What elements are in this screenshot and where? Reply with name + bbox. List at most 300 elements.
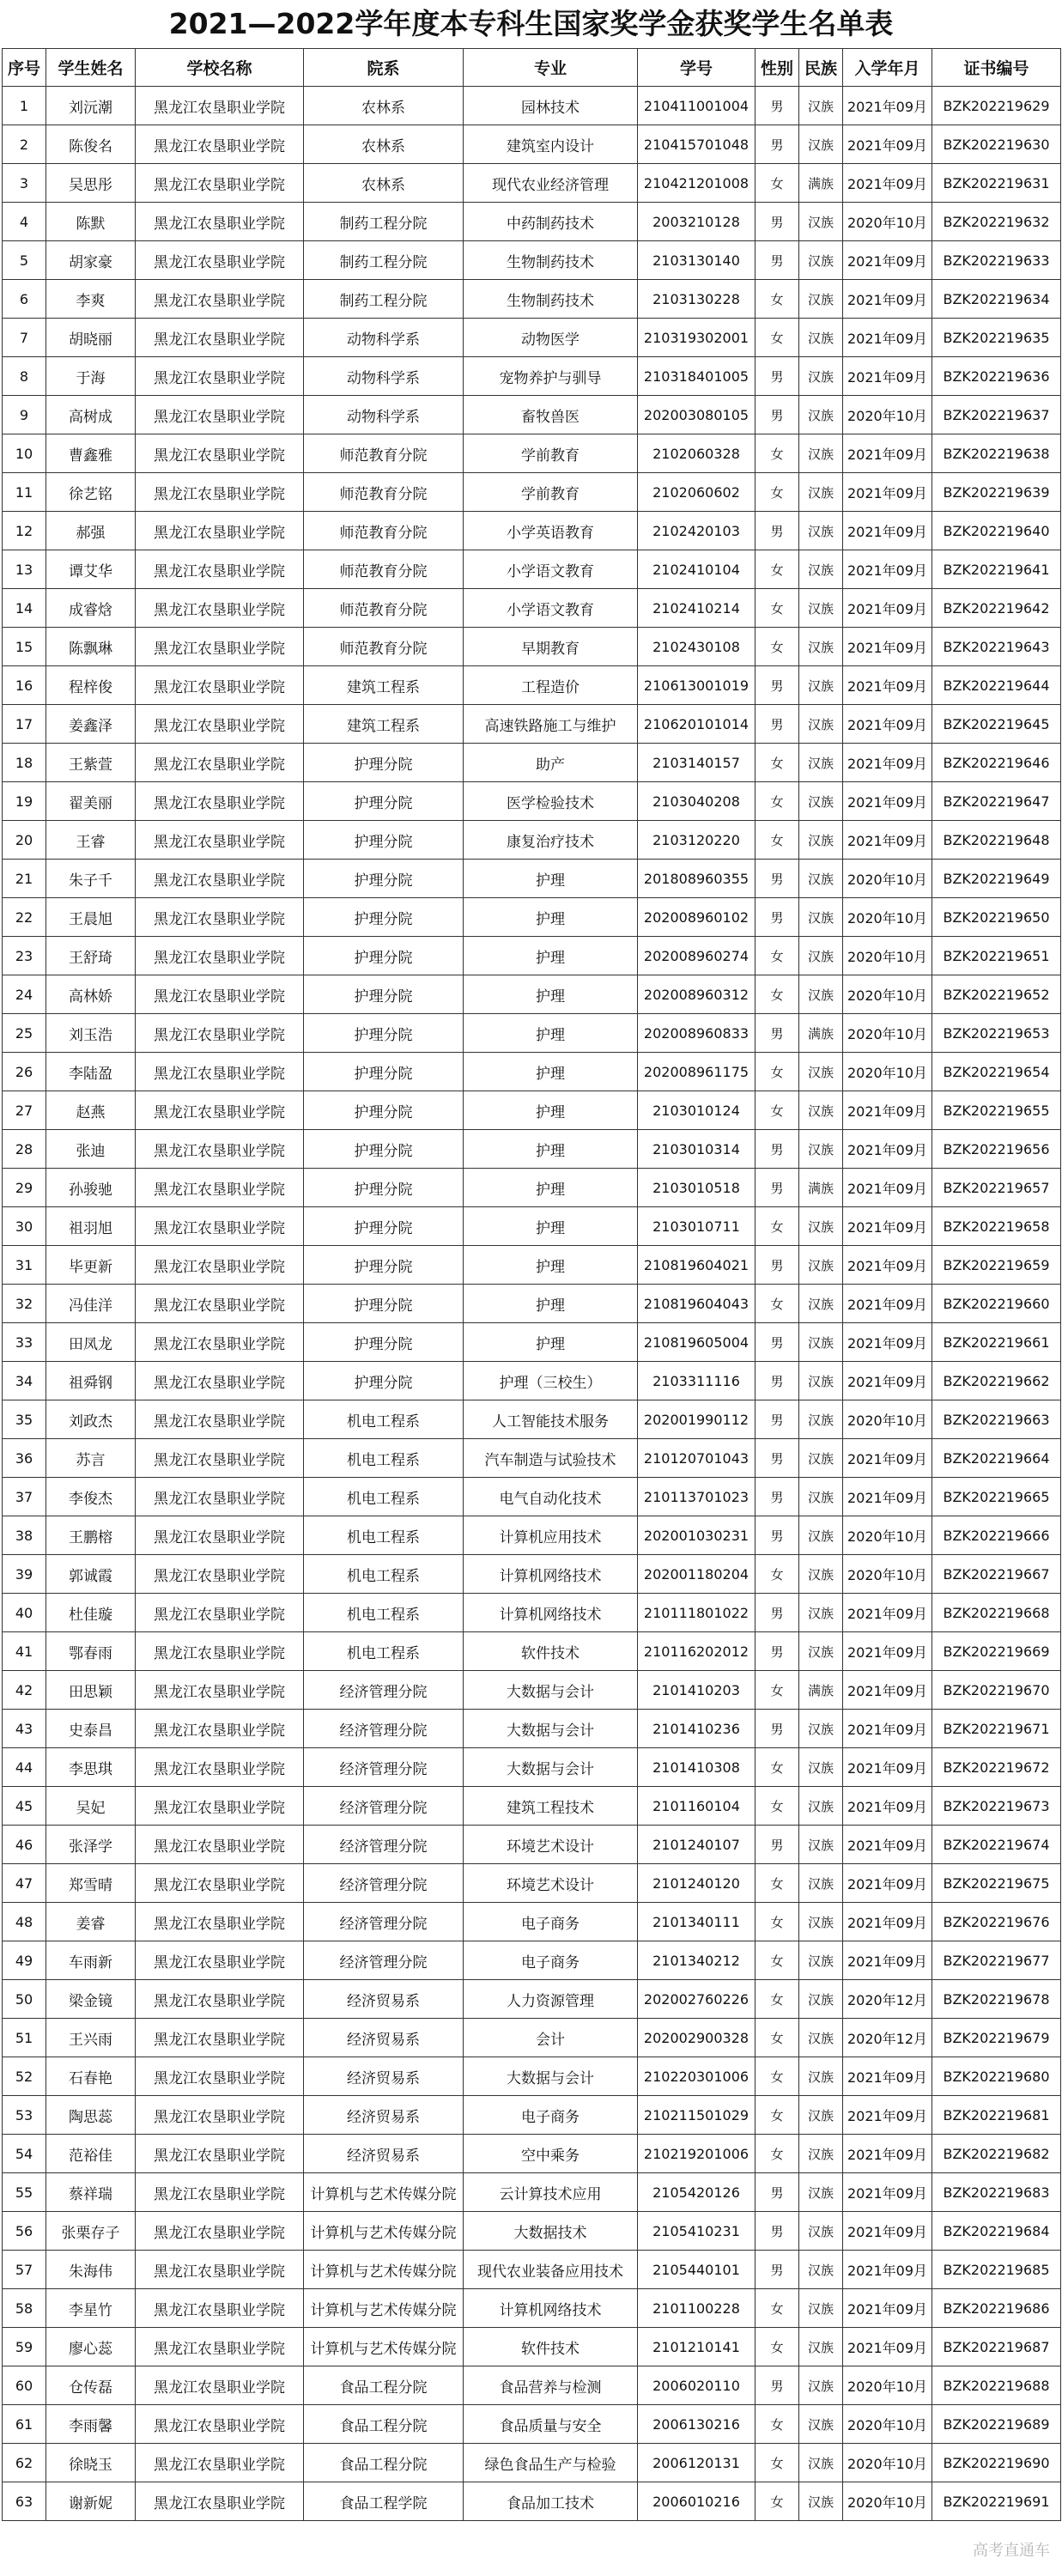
major-cell: 计算机网络技术 [464, 1594, 638, 1632]
table-row [3, 666, 1061, 705]
enrollment-date-cell: 2021年09月 [843, 705, 932, 744]
department-cell: 机电工程系 [304, 1516, 464, 1555]
ethnicity-cell: 汉族 [799, 203, 843, 241]
major-cell: 大数据技术 [464, 2212, 638, 2251]
serial-cell: 58 [3, 2289, 46, 2328]
enrollment-date-cell: 2021年09月 [843, 2289, 932, 2328]
school-name-cell: 黑龙江农垦职业学院 [136, 434, 304, 473]
student-id-cell: 210319302001 [638, 319, 756, 357]
column-header: 入学年月 [843, 49, 932, 87]
department-cell: 农林系 [304, 164, 464, 203]
gender-cell: 女 [756, 1941, 799, 1980]
school-name-cell: 黑龙江农垦职业学院 [136, 2366, 304, 2405]
enrollment-date-cell: 2021年09月 [843, 2173, 932, 2212]
ethnicity-cell: 汉族 [799, 2212, 843, 2251]
table-row [3, 357, 1061, 396]
student-name-cell: 祖羽旭 [46, 1207, 136, 1246]
department-cell: 经济管理分院 [304, 1671, 464, 1710]
student-id-cell: 2103010314 [638, 1130, 756, 1169]
department-cell: 经济贸易系 [304, 2019, 464, 2057]
enrollment-date-cell: 2020年10月 [843, 2482, 932, 2521]
certificate-number-cell: BZK202219637 [932, 396, 1061, 434]
student-id-cell: 202008960274 [638, 937, 756, 975]
serial-cell: 29 [3, 1169, 46, 1207]
serial-cell: 4 [3, 203, 46, 241]
student-id-cell: 202003080105 [638, 396, 756, 434]
student-name-cell: 陈飘琳 [46, 628, 136, 666]
table-row [3, 1671, 1061, 1710]
ethnicity-cell: 汉族 [799, 1980, 843, 2019]
certificate-number-cell: BZK202219663 [932, 1400, 1061, 1439]
student-name-cell: 毕更新 [46, 1246, 136, 1285]
student-name-cell: 程梓俊 [46, 666, 136, 705]
serial-cell: 47 [3, 1864, 46, 1903]
student-name-cell: 田凤龙 [46, 1323, 136, 1362]
table-row [3, 2251, 1061, 2289]
serial-cell: 35 [3, 1400, 46, 1439]
student-name-cell: 张栗存子 [46, 2212, 136, 2251]
table-row [3, 1130, 1061, 1169]
serial-cell: 54 [3, 2135, 46, 2173]
certificate-number-cell: BZK202219664 [932, 1439, 1061, 1478]
gender-cell: 男 [756, 1710, 799, 1748]
ethnicity-cell: 汉族 [799, 821, 843, 860]
gender-cell: 女 [756, 1053, 799, 1091]
enrollment-date-cell: 2021年09月 [843, 1748, 932, 1787]
serial-cell: 63 [3, 2482, 46, 2521]
serial-cell: 48 [3, 1903, 46, 1941]
enrollment-date-cell: 2020年10月 [843, 203, 932, 241]
gender-cell: 男 [756, 2173, 799, 2212]
ethnicity-cell: 汉族 [799, 2135, 843, 2173]
ethnicity-cell: 汉族 [799, 860, 843, 898]
school-name-cell: 黑龙江农垦职业学院 [136, 1478, 304, 1516]
department-cell: 经济管理分院 [304, 1748, 464, 1787]
column-header: 民族 [799, 49, 843, 87]
ethnicity-cell: 汉族 [799, 512, 843, 550]
major-cell: 计算机网络技术 [464, 1555, 638, 1594]
ethnicity-cell: 满族 [799, 1014, 843, 1053]
enrollment-date-cell: 2021年09月 [843, 125, 932, 164]
department-cell: 经济管理分院 [304, 1941, 464, 1980]
gender-cell: 男 [756, 1130, 799, 1169]
table-row [3, 1400, 1061, 1439]
department-cell: 食品工程分院 [304, 2366, 464, 2405]
department-cell: 师范教育分院 [304, 434, 464, 473]
gender-cell: 女 [756, 2444, 799, 2482]
student-name-cell: 苏言 [46, 1439, 136, 1478]
major-cell: 食品营养与检测 [464, 2366, 638, 2405]
school-name-cell: 黑龙江农垦职业学院 [136, 280, 304, 319]
major-cell: 电子商务 [464, 1903, 638, 1941]
gender-cell: 男 [756, 1014, 799, 1053]
major-cell: 护理（三校生） [464, 1362, 638, 1400]
enrollment-date-cell: 2021年09月 [843, 319, 932, 357]
column-header: 院系 [304, 49, 464, 87]
school-name-cell: 黑龙江农垦职业学院 [136, 1632, 304, 1671]
serial-cell: 2 [3, 125, 46, 164]
enrollment-date-cell: 2020年10月 [843, 860, 932, 898]
gender-cell: 男 [756, 1826, 799, 1864]
enrollment-date-cell: 2021年09月 [843, 1246, 932, 1285]
enrollment-date-cell: 2021年09月 [843, 434, 932, 473]
certificate-number-cell: BZK202219636 [932, 357, 1061, 396]
school-name-cell: 黑龙江农垦职业学院 [136, 1516, 304, 1555]
table-row [3, 1053, 1061, 1091]
ethnicity-cell: 汉族 [799, 1323, 843, 1362]
major-cell: 电气自动化技术 [464, 1478, 638, 1516]
ethnicity-cell: 满族 [799, 1671, 843, 1710]
school-name-cell: 黑龙江农垦职业学院 [136, 1903, 304, 1941]
table-row [3, 2289, 1061, 2328]
student-id-cell: 202008960312 [638, 975, 756, 1014]
gender-cell: 男 [756, 1516, 799, 1555]
serial-cell: 45 [3, 1787, 46, 1826]
table-row [3, 1285, 1061, 1323]
enrollment-date-cell: 2021年09月 [843, 1169, 932, 1207]
gender-cell: 女 [756, 2405, 799, 2444]
serial-cell: 11 [3, 473, 46, 512]
gender-cell: 男 [756, 1323, 799, 1362]
major-cell: 建筑工程技术 [464, 1787, 638, 1826]
student-id-cell: 2101340212 [638, 1941, 756, 1980]
major-cell: 护理 [464, 1053, 638, 1091]
student-name-cell: 吴妃 [46, 1787, 136, 1826]
school-name-cell: 黑龙江农垦职业学院 [136, 1941, 304, 1980]
table-row [3, 2096, 1061, 2135]
serial-cell: 55 [3, 2173, 46, 2212]
certificate-number-cell: BZK202219675 [932, 1864, 1061, 1903]
gender-cell: 男 [756, 1439, 799, 1478]
enrollment-date-cell: 2021年09月 [843, 1323, 932, 1362]
department-cell: 机电工程系 [304, 1400, 464, 1439]
ethnicity-cell: 满族 [799, 1169, 843, 1207]
student-id-cell: 2105420126 [638, 2173, 756, 2212]
department-cell: 制药工程分院 [304, 203, 464, 241]
ethnicity-cell: 汉族 [799, 1246, 843, 1285]
school-name-cell: 黑龙江农垦职业学院 [136, 744, 304, 782]
student-id-cell: 2006130216 [638, 2405, 756, 2444]
gender-cell: 女 [756, 1787, 799, 1826]
gender-cell: 女 [756, 164, 799, 203]
student-name-cell: 范裕佳 [46, 2135, 136, 2173]
school-name-cell: 黑龙江农垦职业学院 [136, 2057, 304, 2096]
serial-cell: 57 [3, 2251, 46, 2289]
department-cell: 护理分院 [304, 1323, 464, 1362]
student-id-cell: 2103140157 [638, 744, 756, 782]
ethnicity-cell: 汉族 [799, 2057, 843, 2096]
student-id-cell: 2105410231 [638, 2212, 756, 2251]
school-name-cell: 黑龙江农垦职业学院 [136, 2405, 304, 2444]
student-name-cell: 李陆盈 [46, 1053, 136, 1091]
department-cell: 经济管理分院 [304, 1903, 464, 1941]
column-header: 序号 [3, 49, 46, 87]
table-row [3, 1323, 1061, 1362]
enrollment-date-cell: 2021年09月 [843, 1632, 932, 1671]
school-name-cell: 黑龙江农垦职业学院 [136, 898, 304, 937]
major-cell: 现代农业经济管理 [464, 164, 638, 203]
school-name-cell: 黑龙江农垦职业学院 [136, 1323, 304, 1362]
student-name-cell: 王晨旭 [46, 898, 136, 937]
table-row [3, 1748, 1061, 1787]
column-header: 学校名称 [136, 49, 304, 87]
major-cell: 护理 [464, 1285, 638, 1323]
department-cell: 护理分院 [304, 860, 464, 898]
certificate-number-cell: BZK202219629 [932, 87, 1061, 125]
department-cell: 护理分院 [304, 1053, 464, 1091]
table-row [3, 821, 1061, 860]
student-id-cell: 2103010518 [638, 1169, 756, 1207]
student-id-cell: 210411001004 [638, 87, 756, 125]
school-name-cell: 黑龙江农垦职业学院 [136, 1710, 304, 1748]
major-cell: 中药制药技术 [464, 203, 638, 241]
major-cell: 环境艺术设计 [464, 1826, 638, 1864]
ethnicity-cell: 汉族 [799, 705, 843, 744]
major-cell: 护理 [464, 937, 638, 975]
serial-cell: 49 [3, 1941, 46, 1980]
gender-cell: 男 [756, 1632, 799, 1671]
gender-cell: 女 [756, 1091, 799, 1130]
school-name-cell: 黑龙江农垦职业学院 [136, 1014, 304, 1053]
ethnicity-cell: 汉族 [799, 241, 843, 280]
department-cell: 经济管理分院 [304, 1710, 464, 1748]
student-name-cell: 王紫萱 [46, 744, 136, 782]
ethnicity-cell: 汉族 [799, 975, 843, 1014]
table-row [3, 898, 1061, 937]
department-cell: 计算机与艺术传媒分院 [304, 2173, 464, 2212]
major-cell: 康复治疗技术 [464, 821, 638, 860]
enrollment-date-cell: 2021年09月 [843, 1130, 932, 1169]
student-name-cell: 王兴雨 [46, 2019, 136, 2057]
major-cell: 早期教育 [464, 628, 638, 666]
department-cell: 制药工程分院 [304, 241, 464, 280]
major-cell: 小学语文教育 [464, 589, 638, 628]
department-cell: 农林系 [304, 125, 464, 164]
gender-cell: 女 [756, 821, 799, 860]
serial-cell: 46 [3, 1826, 46, 1864]
student-id-cell: 210613001019 [638, 666, 756, 705]
serial-cell: 1 [3, 87, 46, 125]
serial-cell: 40 [3, 1594, 46, 1632]
gender-cell: 女 [756, 589, 799, 628]
certificate-number-cell: BZK202219647 [932, 782, 1061, 821]
major-cell: 绿色食品生产与检验 [464, 2444, 638, 2482]
major-cell: 护理 [464, 1169, 638, 1207]
student-name-cell: 王舒琦 [46, 937, 136, 975]
enrollment-date-cell: 2021年09月 [843, 2096, 932, 2135]
student-name-cell: 李俊杰 [46, 1478, 136, 1516]
ethnicity-cell: 汉族 [799, 1555, 843, 1594]
gender-cell: 女 [756, 1864, 799, 1903]
gender-cell: 男 [756, 1594, 799, 1632]
ethnicity-cell: 汉族 [799, 434, 843, 473]
ethnicity-cell: 汉族 [799, 357, 843, 396]
table-row [3, 550, 1061, 589]
gender-cell: 女 [756, 280, 799, 319]
certificate-number-cell: BZK202219646 [932, 744, 1061, 782]
major-cell: 食品加工技术 [464, 2482, 638, 2521]
department-cell: 护理分院 [304, 1091, 464, 1130]
table-row [3, 2212, 1061, 2251]
ethnicity-cell: 汉族 [799, 1130, 843, 1169]
gender-cell: 男 [756, 898, 799, 937]
serial-cell: 25 [3, 1014, 46, 1053]
gender-cell: 女 [756, 2289, 799, 2328]
school-name-cell: 黑龙江农垦职业学院 [136, 319, 304, 357]
serial-cell: 59 [3, 2328, 46, 2366]
certificate-number-cell: BZK202219634 [932, 280, 1061, 319]
department-cell: 计算机与艺术传媒分院 [304, 2251, 464, 2289]
enrollment-date-cell: 2021年09月 [843, 357, 932, 396]
gender-cell: 男 [756, 666, 799, 705]
student-name-cell: 王睿 [46, 821, 136, 860]
certificate-number-cell: BZK202219640 [932, 512, 1061, 550]
serial-cell: 33 [3, 1323, 46, 1362]
student-id-cell: 202002760226 [638, 1980, 756, 2019]
school-name-cell: 黑龙江农垦职业学院 [136, 628, 304, 666]
student-id-cell: 202001180204 [638, 1555, 756, 1594]
ethnicity-cell: 汉族 [799, 1710, 843, 1748]
ethnicity-cell: 汉族 [799, 2289, 843, 2328]
school-name-cell: 黑龙江农垦职业学院 [136, 821, 304, 860]
certificate-number-cell: BZK202219668 [932, 1594, 1061, 1632]
student-id-cell: 2103010711 [638, 1207, 756, 1246]
student-id-cell: 2101100228 [638, 2289, 756, 2328]
gender-cell: 女 [756, 937, 799, 975]
enrollment-date-cell: 2020年10月 [843, 1400, 932, 1439]
enrollment-date-cell: 2021年09月 [843, 1710, 932, 1748]
major-cell: 空中乘务 [464, 2135, 638, 2173]
table-row [3, 2328, 1061, 2366]
certificate-number-cell: BZK202219679 [932, 2019, 1061, 2057]
department-cell: 经济管理分院 [304, 1864, 464, 1903]
certificate-number-cell: BZK202219669 [932, 1632, 1061, 1671]
gender-cell: 女 [756, 473, 799, 512]
certificate-number-cell: BZK202219683 [932, 2173, 1061, 2212]
table-row [3, 319, 1061, 357]
gender-cell: 女 [756, 1748, 799, 1787]
school-name-cell: 黑龙江农垦职业学院 [136, 1439, 304, 1478]
table-row [3, 860, 1061, 898]
enrollment-date-cell: 2021年09月 [843, 241, 932, 280]
department-cell: 计算机与艺术传媒分院 [304, 2212, 464, 2251]
certificate-number-cell: BZK202219665 [932, 1478, 1061, 1516]
serial-cell: 30 [3, 1207, 46, 1246]
enrollment-date-cell: 2020年10月 [843, 2444, 932, 2482]
school-name-cell: 黑龙江农垦职业学院 [136, 203, 304, 241]
certificate-number-cell: BZK202219691 [932, 2482, 1061, 2521]
serial-cell: 36 [3, 1439, 46, 1478]
school-name-cell: 黑龙江农垦职业学院 [136, 860, 304, 898]
major-cell: 云计算技术应用 [464, 2173, 638, 2212]
school-name-cell: 黑龙江农垦职业学院 [136, 1787, 304, 1826]
serial-cell: 12 [3, 512, 46, 550]
serial-cell: 52 [3, 2057, 46, 2096]
student-id-cell: 2102410104 [638, 550, 756, 589]
table-row [3, 1478, 1061, 1516]
major-cell: 生物制药技术 [464, 241, 638, 280]
student-id-cell: 202002900328 [638, 2019, 756, 2057]
student-id-cell: 2101210141 [638, 2328, 756, 2366]
serial-cell: 16 [3, 666, 46, 705]
certificate-number-cell: BZK202219631 [932, 164, 1061, 203]
major-cell: 大数据与会计 [464, 2057, 638, 2096]
school-name-cell: 黑龙江农垦职业学院 [136, 1246, 304, 1285]
enrollment-date-cell: 2021年09月 [843, 589, 932, 628]
ethnicity-cell: 汉族 [799, 1516, 843, 1555]
certificate-number-cell: BZK202219635 [932, 319, 1061, 357]
serial-cell: 37 [3, 1478, 46, 1516]
enrollment-date-cell: 2021年09月 [843, 1864, 932, 1903]
student-name-cell: 廖心蕊 [46, 2328, 136, 2366]
department-cell: 护理分院 [304, 782, 464, 821]
serial-cell: 61 [3, 2405, 46, 2444]
certificate-number-cell: BZK202219645 [932, 705, 1061, 744]
table-row [3, 2366, 1061, 2405]
department-cell: 机电工程系 [304, 1594, 464, 1632]
enrollment-date-cell: 2020年10月 [843, 937, 932, 975]
student-name-cell: 孙骏驰 [46, 1169, 136, 1207]
certificate-number-cell: BZK202219651 [932, 937, 1061, 975]
gender-cell: 女 [756, 434, 799, 473]
department-cell: 师范教育分院 [304, 589, 464, 628]
ethnicity-cell: 汉族 [799, 550, 843, 589]
major-cell: 软件技术 [464, 2328, 638, 2366]
department-cell: 机电工程系 [304, 1439, 464, 1478]
table-row [3, 203, 1061, 241]
student-name-cell: 刘玉浩 [46, 1014, 136, 1053]
certificate-number-cell: BZK202219685 [932, 2251, 1061, 2289]
department-cell: 经济贸易系 [304, 1980, 464, 2019]
certificate-number-cell: BZK202219690 [932, 2444, 1061, 2482]
school-name-cell: 黑龙江农垦职业学院 [136, 550, 304, 589]
table-row [3, 628, 1061, 666]
department-cell: 经济贸易系 [304, 2057, 464, 2096]
enrollment-date-cell: 2021年09月 [843, 2212, 932, 2251]
school-name-cell: 黑龙江农垦职业学院 [136, 1130, 304, 1169]
ethnicity-cell: 汉族 [799, 1207, 843, 1246]
certificate-number-cell: BZK202219642 [932, 589, 1061, 628]
major-cell: 护理 [464, 1246, 638, 1285]
serial-cell: 7 [3, 319, 46, 357]
student-id-cell: 2006010216 [638, 2482, 756, 2521]
enrollment-date-cell: 2021年09月 [843, 1439, 932, 1478]
certificate-number-cell: BZK202219674 [932, 1826, 1061, 1864]
enrollment-date-cell: 2021年09月 [843, 2328, 932, 2366]
gender-cell: 男 [756, 1246, 799, 1285]
school-name-cell: 黑龙江农垦职业学院 [136, 2135, 304, 2173]
major-cell: 护理 [464, 860, 638, 898]
enrollment-date-cell: 2020年10月 [843, 1555, 932, 1594]
table-row [3, 1864, 1061, 1903]
ethnicity-cell: 汉族 [799, 1594, 843, 1632]
serial-cell: 5 [3, 241, 46, 280]
ethnicity-cell: 汉族 [799, 1941, 843, 1980]
enrollment-date-cell: 2021年09月 [843, 1478, 932, 1516]
serial-cell: 62 [3, 2444, 46, 2482]
table-header-row [3, 49, 1061, 87]
gender-cell: 女 [756, 975, 799, 1014]
student-id-cell: 2103120220 [638, 821, 756, 860]
major-cell: 学前教育 [464, 473, 638, 512]
major-cell: 人力资源管理 [464, 1980, 638, 2019]
department-cell: 护理分院 [304, 1246, 464, 1285]
enrollment-date-cell: 2021年09月 [843, 1362, 932, 1400]
gender-cell: 女 [756, 744, 799, 782]
department-cell: 动物科学系 [304, 396, 464, 434]
student-id-cell: 202008960833 [638, 1014, 756, 1053]
student-name-cell: 张泽学 [46, 1826, 136, 1864]
